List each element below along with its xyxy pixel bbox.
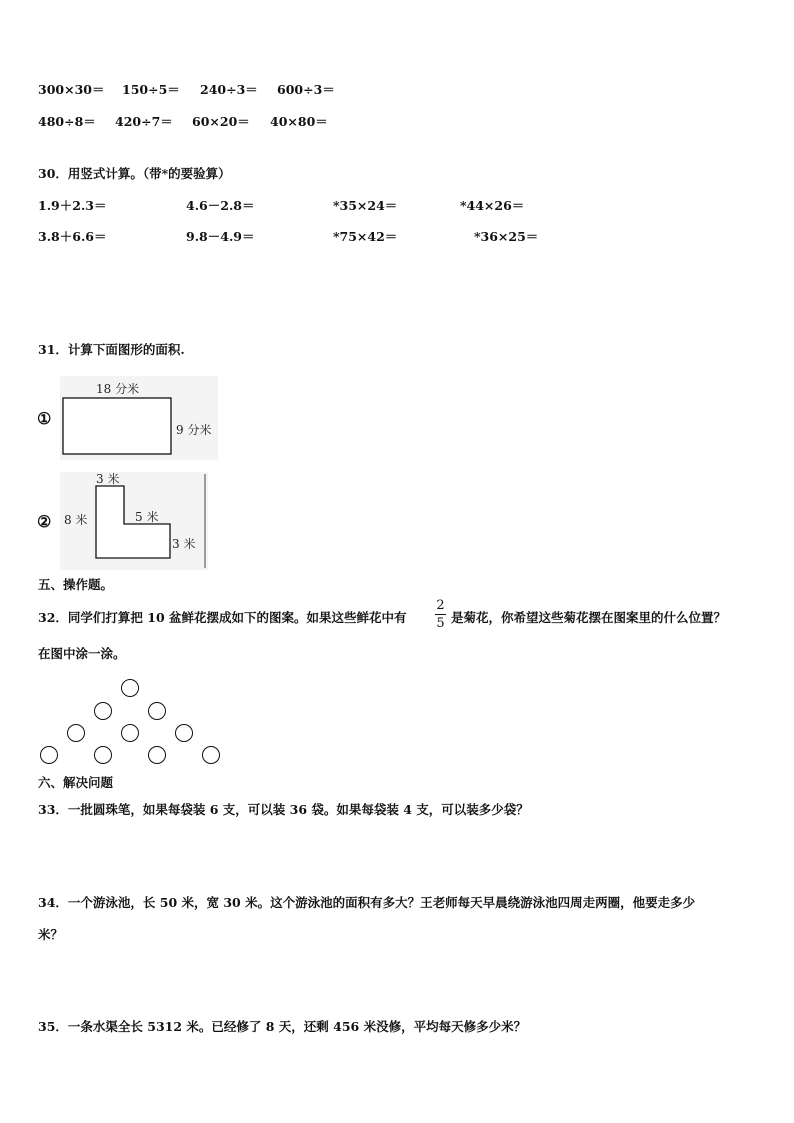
q32-text-after: 是菊花，你希望这些菊花摆在图案里的什么位置？ <box>451 610 727 625</box>
rect-top-label: 18 分米 <box>96 382 140 396</box>
figure2-marker: ② <box>37 512 52 531</box>
oral-calc-r2-c4: 40×80＝ <box>270 114 328 129</box>
fraction-denominator: 5 <box>436 616 445 631</box>
q30-r2-c3: *75×42＝ <box>333 229 398 244</box>
q35-text: 35．一条水渠全长 5312 米。已经修了 8 天，还剩 456 米没修，平均每天修多少米？ <box>38 1019 527 1034</box>
flower-circle[interactable] <box>67 724 85 742</box>
flower-circle[interactable] <box>202 746 220 764</box>
q31-title: 31．计算下面图形的面积. <box>38 342 185 357</box>
oral-calc-r1-c1: 300×30＝ <box>38 82 105 97</box>
l-shape-figure <box>60 472 208 570</box>
q30-title: 30．用竖式计算。（带*的要验算） <box>38 166 231 181</box>
q30-r1-c4: *44×26＝ <box>460 198 525 213</box>
q33-text: 33．一批圆珠笔，如果每袋装 6 支，可以装 36 袋。如果每袋装 4 支，可以装多少袋？ <box>38 802 529 817</box>
section6-title: 六、解决问题 <box>38 775 114 790</box>
figure1-marker: ① <box>37 409 52 428</box>
q34-line1: 34．一个游泳池，长 50 米，宽 30 米。这个游泳池的面积有多大？王老师每天早晨绕游泳池四周走两圈，他要走多少 <box>38 895 696 910</box>
lshape-top-label: 3 米 <box>96 472 120 486</box>
q30-r1-c2: 4.6－2.8＝ <box>186 198 255 213</box>
lshape-right-label: 3 米 <box>172 537 196 551</box>
q32-fraction <box>435 598 446 631</box>
flower-circle[interactable] <box>148 702 166 720</box>
oral-calc-r1-c3: 240÷3＝ <box>200 82 258 97</box>
oral-calc-r1-c4: 600÷3＝ <box>277 82 335 97</box>
flower-circle[interactable] <box>175 724 193 742</box>
flower-circle[interactable] <box>121 679 139 697</box>
flower-circle[interactable] <box>40 746 58 764</box>
q34-line2: 米？ <box>38 927 64 942</box>
lshape-mid-label: 5 米 <box>135 510 159 524</box>
fraction-bar <box>435 614 446 615</box>
lshape-left-label: 8 米 <box>64 513 88 527</box>
rectangle-figure <box>60 376 218 460</box>
rect-right-label: 9 分米 <box>176 423 212 437</box>
flower-circle[interactable] <box>94 702 112 720</box>
fraction-numerator: 2 <box>436 598 445 613</box>
oral-calc-r1-c2: 150÷5＝ <box>122 82 180 97</box>
oral-calc-r2-c3: 60×20＝ <box>192 114 250 129</box>
q30-r2-c2: 9.8－4.9＝ <box>186 229 255 244</box>
q30-r1-c1: 1.9＋2.3＝ <box>38 198 107 213</box>
flower-circle[interactable] <box>94 746 112 764</box>
oral-calc-r2-c1: 480÷8＝ <box>38 114 96 129</box>
section5-title: 五、操作题。 <box>38 577 114 592</box>
q32-text-before: 32．同学们打算把 10 盆鲜花摆成如下的图案。如果这些鲜花中有 <box>38 610 407 625</box>
flower-circle[interactable] <box>148 746 166 764</box>
q30-r2-c1: 3.8＋6.6＝ <box>38 229 107 244</box>
q30-r1-c3: *35×24＝ <box>333 198 398 213</box>
q30-r2-c4: *36×25＝ <box>474 229 539 244</box>
flower-circle[interactable] <box>121 724 139 742</box>
oral-calc-r2-c2: 420÷7＝ <box>115 114 173 129</box>
q32-line2: 在图中涂一涂。 <box>38 646 126 661</box>
